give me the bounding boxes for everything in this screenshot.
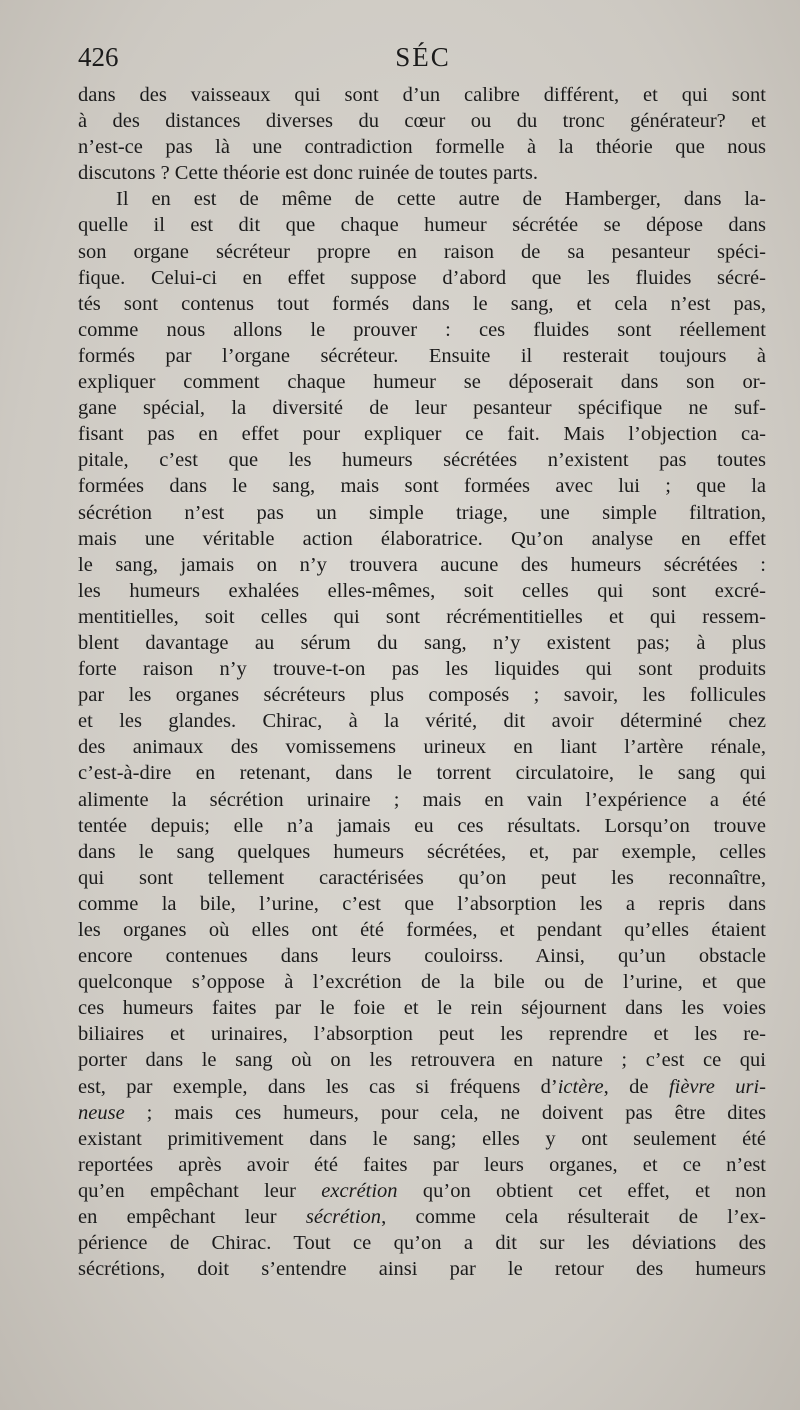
text-line: comme nous allons le prouver : ces fluides sont réellement <box>78 318 766 341</box>
text-line: forte raison n’y trouve-t-on pas les liquides qui sont produits <box>78 658 766 681</box>
text-line: quelle il est dit que chaque humeur sécrétée se dépose dans <box>78 214 766 237</box>
text-line: reportées après avoir été faites par leurs organes, et ce n’est <box>78 1153 766 1176</box>
text-segment: , comme cela résulterait de l’ex- <box>381 1206 766 1229</box>
text-line: tés sont contenus tout formés dans le sang, et cela n’est pas, <box>78 292 766 315</box>
text-line: discutons ? Cette théorie est donc ruinée de toutes parts. <box>78 162 538 185</box>
text-line: mentitielles, soit celles qui sont récrémentitielles et qui ressem- <box>78 605 766 628</box>
running-head: SÉC <box>395 42 451 72</box>
text-line: et les glandes. Chirac, à la vérité, dit avoir déterminé chez <box>78 710 766 733</box>
text-line: par les organes sécréteurs plus composés ; savoir, les follicules <box>78 684 766 707</box>
italic-term: ictère <box>557 1075 604 1098</box>
text-line: biliaires et urinaires, l’absorption peut les reprendre et les re- <box>78 1023 766 1046</box>
text-line: Il en est de même de cette autre de Hamberger, dans la- <box>116 188 766 211</box>
text-line: fisant pas en effet pour expliquer ce fait. Mais l’objection ca- <box>78 423 766 446</box>
text-line: expliquer comment chaque humeur se déposerait dans son or- <box>78 371 766 394</box>
text-line: alimente la sécrétion urinaire ; mais en vain l’expérience a été <box>78 788 766 811</box>
text-line: des animaux des vomissemens urineux en liant l’artère rénale, <box>78 736 766 759</box>
text-line: ces humeurs faites par le foie et le rein séjournent dans les voies <box>78 997 766 1020</box>
body-text <box>78 82 766 1282</box>
text-line: qui sont tellement caractérisées qu’on peut les reconnaître, <box>78 866 766 889</box>
text-segment: , de <box>603 1075 669 1098</box>
text-line: c’est-à-dire en retenant, dans le torrent circulatoire, le sang qui <box>78 762 766 785</box>
text-line: périence de Chirac. Tout ce qu’on a dit sur les déviations des <box>78 1232 766 1255</box>
text-segment: en empêchant leur <box>78 1206 306 1229</box>
text-line: les organes où elles ont été formées, et pendant qu’elles étaient <box>78 919 766 941</box>
text-line: quelconque s’oppose à l’excrétion de la bile ou de l’urine, et que <box>78 971 766 994</box>
text-line: formés par l’organe sécréteur. Ensuite il resterait toujours à <box>78 344 766 367</box>
text-line: sécrétion n’est pas un simple triage, une simple filtration, <box>78 501 766 524</box>
italic-term: neuse <box>78 1101 125 1124</box>
italic-term: sécrétion <box>305 1206 382 1229</box>
text-line: porter dans le sang où on les retrouvera en nature ; c’est ce qui <box>78 1049 766 1072</box>
text-line <box>78 1074 766 1100</box>
text-line: comme la bile, l’urine, c’est que l’absorption les a repris dans <box>78 892 766 915</box>
text-segment: est, par exemple, dans les cas si fréquens d’ <box>78 1075 558 1098</box>
text-line <box>78 1204 766 1230</box>
page-number: 426 <box>78 42 119 72</box>
text-line: sécrétions, doit s’entendre ainsi par le retour des humeurs <box>78 1258 766 1281</box>
text-line <box>78 1178 766 1204</box>
text-line: à des distances diverses du cœur ou du tronc générateur? et <box>78 110 766 133</box>
text-segment: qu’en empêchant leur <box>78 1179 322 1202</box>
text-line: encore contenues dans leurs couloirss. Ainsi, qu’un obstacle <box>78 945 766 968</box>
text-segment: ; mais ces humeurs, pour cela, ne doivent pas être dites <box>124 1101 766 1124</box>
text-line: pitale, c’est que les humeurs sécrétées n’existent pas toutes <box>78 449 766 472</box>
text-line: tentée depuis; elle n’a jamais eu ces résultats. Lorsqu’on trouve <box>78 814 766 837</box>
text-line: mais une véritable action élaboratrice. Qu’on analyse en effet <box>78 527 766 550</box>
text-line <box>78 1100 766 1126</box>
text-line: son organe sécréteur propre en raison de sa pesanteur spéci- <box>78 240 766 263</box>
text-line: les humeurs exhalées elles-mêmes, soit celles qui sont excré- <box>78 579 766 602</box>
text-line: blent davantage au sérum du sang, n’y existent pas; à plus <box>78 631 766 654</box>
italic-term: excrétion <box>321 1179 398 1202</box>
text-line: le sang, jamais on n’y trouvera aucune des humeurs sécrétées : <box>78 553 766 576</box>
text-line: n’est-ce pas là une contradiction formelle à la théorie que nous <box>78 136 766 159</box>
text-line: existant primitivement dans le sang; elles y ont seulement été <box>78 1127 766 1150</box>
text-line: dans des vaisseaux qui sont d’un calibre différent, et qui sont <box>78 84 766 106</box>
text-line: gane spécial, la diversité de leur pesanteur spécifique ne suf- <box>78 397 766 420</box>
page-header <box>78 42 768 82</box>
text-line: dans le sang quelques humeurs sécrétées, et, par exemple, celles <box>78 840 766 863</box>
text-line: fique. Celui-ci en effet suppose d’abord que les fluides sécré- <box>78 266 766 289</box>
text-segment: qu’on obtient cet effet, et non <box>397 1179 766 1202</box>
text-line: formées dans le sang, mais sont formées avec lui ; que la <box>78 475 766 498</box>
italic-term: fièvre uri- <box>668 1075 766 1098</box>
